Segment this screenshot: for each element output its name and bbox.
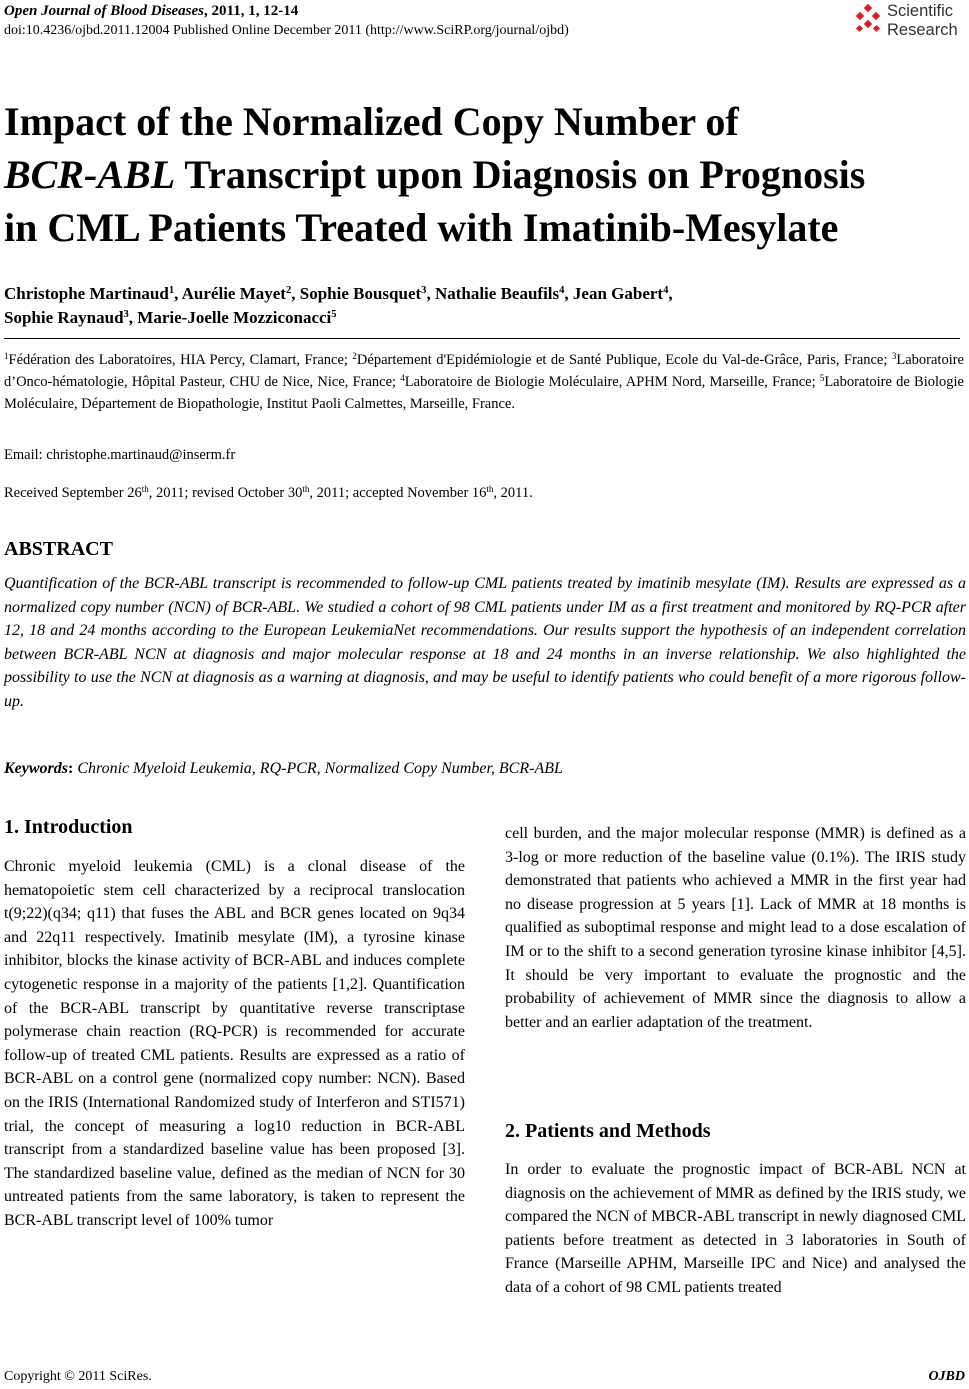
affiliation: Laboratoire de Biologie Moléculaire, APHM Nord, Marseille, France; <box>404 374 820 391</box>
author-affil-sup: 4 <box>559 285 565 297</box>
footer-journal-abbr: OJBD <box>928 1369 965 1384</box>
section-heading-introduction: 1. Introduction <box>4 816 133 838</box>
scirp-logo-icon <box>852 4 884 36</box>
author: Sophie Bousquet <box>299 284 422 303</box>
publisher-logo <box>852 0 968 44</box>
received-text: Received September 26 <box>4 485 142 501</box>
title-line-2-rest: Transcript upon Diagnosis on Prognosis <box>175 152 866 197</box>
accepted-text: , 2011; accepted November 16 <box>309 485 487 501</box>
ordinal-sup: th <box>486 484 494 495</box>
author-separator: , <box>291 284 300 303</box>
corresponding-email: Email: christophe.martinaud@inserm.fr <box>4 447 236 463</box>
introduction-text-continued: cell burden, and the major molecular response (MMR) is defined as a 3-log or more reduction of the baseline value (0.1%). The IRIS study demonstrated that patients who achieved a MMR in the first year had no disease progression at 5 years [1]. Lack of MMR at 18 months is qualified as suboptimal response and might lead to a dose escalation of IM or to the shift to a second generation tyrosine kinase inhibitor [4,5]. It should be very important to evaluate the prognostic and the probability of achievement of MMR since the diagnosis to allow a better and an earlier adaptation of the treatment. <box>505 825 966 1031</box>
author-affil-sup: 4 <box>663 285 669 297</box>
author: Jean Gabert <box>572 284 664 303</box>
keywords-list: Chronic Myeloid Leukemia, RQ-PCR, Normalized Copy Number, BCR-ABL <box>77 760 563 777</box>
author-affil-sup: 1 <box>168 285 175 297</box>
affil-sup: 2 <box>352 351 357 362</box>
author-affil-sup: 3 <box>421 285 427 297</box>
title-line-3: in CML Patients Treated with Imatinib-Mesylate <box>4 205 839 250</box>
affiliation: Laboratoire d’Onco-hématologie, Hôpital Pasteur, CHU de Nice, Nice, France; <box>4 352 964 391</box>
footer-copyright: Copyright © 2011 SciRes. <box>4 1369 152 1384</box>
revised-text: , 2011; revised October 30 <box>148 485 303 501</box>
author-list <box>4 282 964 330</box>
logo-text-research: Research <box>887 21 958 39</box>
author-affil-sup: 2 <box>285 285 292 297</box>
keywords-colon: : <box>68 760 78 777</box>
affiliation: Département d'Epidémiologie et de Santé Publique, Ecole du Val-de-Grâce, Paris, France; <box>356 352 892 368</box>
author-separator: , <box>426 284 435 303</box>
title-line-1: Impact of the Normalized Copy Number of <box>4 99 739 144</box>
introduction-text: Chronic myeloid leukemia (CML) is a clonal disease of the hematopoietic stem cell characterized by a reciprocal translocation t(9;22)(q34; q11) that fuses the ABL and BCR genes located on 9q34 and 22q11 respectively. Imatinib mesylate (IM), a tyrosine kinase inhibitor, blocks the kinase activity of BCR-ABL and induces complete cytogenetic response in a majority of the patients [1,2]. Quantification of the BCR-ABL transcript by quantitative reverse transcriptase polymerase chain reaction (RQ-PCR) is recommended for accurate follow-up of treated CML patients. Results are expressed as a ratio of BCR-ABL on a control gene (normalized copy number: NCN). Based on the IRIS (International Randomized study of Interferon and STI571) trial, the concept of measuring a log10 reduction in BCR-ABL transcript from a standardized baseline value has been proposed [3]. The standardized baseline value, defined as the median of NCN for 30 untreated patients from the same laboratory, is taken to represent the BCR-ABL transcript level of 100% tumor <box>4 858 465 1229</box>
section-heading-methods: 2. Patients and Methods <box>505 1120 711 1142</box>
header-divider <box>4 338 960 339</box>
author-affil-sup: 5 <box>331 309 337 321</box>
keywords-label: Keywords <box>4 760 68 777</box>
author: Sophie Raynaud <box>4 308 124 327</box>
doi-line: doi:10.4236/ojbd.2011.12004 Published Online December 2011 (http://www.SciRP.org/journal/ojbd) <box>4 23 569 38</box>
ordinal-sup: th <box>141 484 149 495</box>
author: Nathalie Beaufils <box>434 284 560 303</box>
abstract-heading: ABSTRACT <box>4 538 113 560</box>
journal-citation <box>4 3 298 20</box>
keywords <box>4 760 964 778</box>
author: Marie-Joelle Mozziconacci <box>137 308 332 327</box>
affil-sup: 1 <box>4 351 9 362</box>
author-line-2 <box>4 306 964 330</box>
affil-sup: 5 <box>819 373 825 384</box>
author: Christophe Martinaud <box>4 284 169 303</box>
journal-volume: , 2011, 1, 12-14 <box>204 3 299 19</box>
author-affil-sup: 3 <box>123 309 129 321</box>
abstract-text: Quantification of the BCR-ABL transcript is recommended to follow-up CML patients treated by imatinib mesylate (IM). Results are expressed as a normalized copy number (NCN) of BCR-ABL. We studied a cohort of 98 CML patients under IM as a first treatment and monitored by RQ-PCR after 12, 18 and 24 months according to the European LeukemiaNet recommendations. Our results support the hypothesis of an independent correlation between BCR-ABL NCN at diagnosis and major molecular response at 18 and 24 months in an inverse relationship. We also highlighted the possibility to use the NCN at diagnosis as a warning at diagnosis, and may be useful to identify patients who could benefit of a more rigorous follow-up. <box>4 575 966 710</box>
affiliation: Fédération des Laboratoires, HIA Percy, Clamart, France; <box>8 352 353 368</box>
author-separator: , <box>174 284 182 303</box>
affil-sup: 3 <box>891 351 897 362</box>
affiliation: Laboratoire de Biologie Moléculaire, Département de Biopathologie, Institut Paoli Calmettes, Marseille, France. <box>4 374 964 413</box>
title-line-2 <box>4 148 964 201</box>
author-separator: , <box>564 284 573 303</box>
received-dates <box>4 485 533 502</box>
ordinal-sup: th <box>302 484 310 495</box>
paper-title <box>4 95 964 254</box>
affiliations <box>4 349 964 416</box>
logo-text-scientific: Scientific <box>887 2 954 20</box>
methods-text: In order to evaluate the prognostic impact of BCR-ABL NCN at diagnosis on the achievement of MMR as defined by the IRIS study, we compared the NCN of MBCR-ABL transcript in newly diagnosed CML patients before treatment as detected in 3 laboratories in South of France (Marseille APHM, Marseille IPC and Nice) and analysed the data of a cohort of 98 CML patients treated <box>505 1161 966 1296</box>
author-line-1 <box>4 282 964 306</box>
title-gene-name: BCR-ABL <box>4 152 176 197</box>
author-separator: , <box>668 284 673 303</box>
received-end: , 2011. <box>493 485 533 501</box>
author-separator: , <box>128 308 138 327</box>
affil-sup: 4 <box>400 373 405 384</box>
journal-name: Open Journal of Blood Diseases <box>4 3 205 19</box>
author: Aurélie Mayet <box>181 284 286 303</box>
